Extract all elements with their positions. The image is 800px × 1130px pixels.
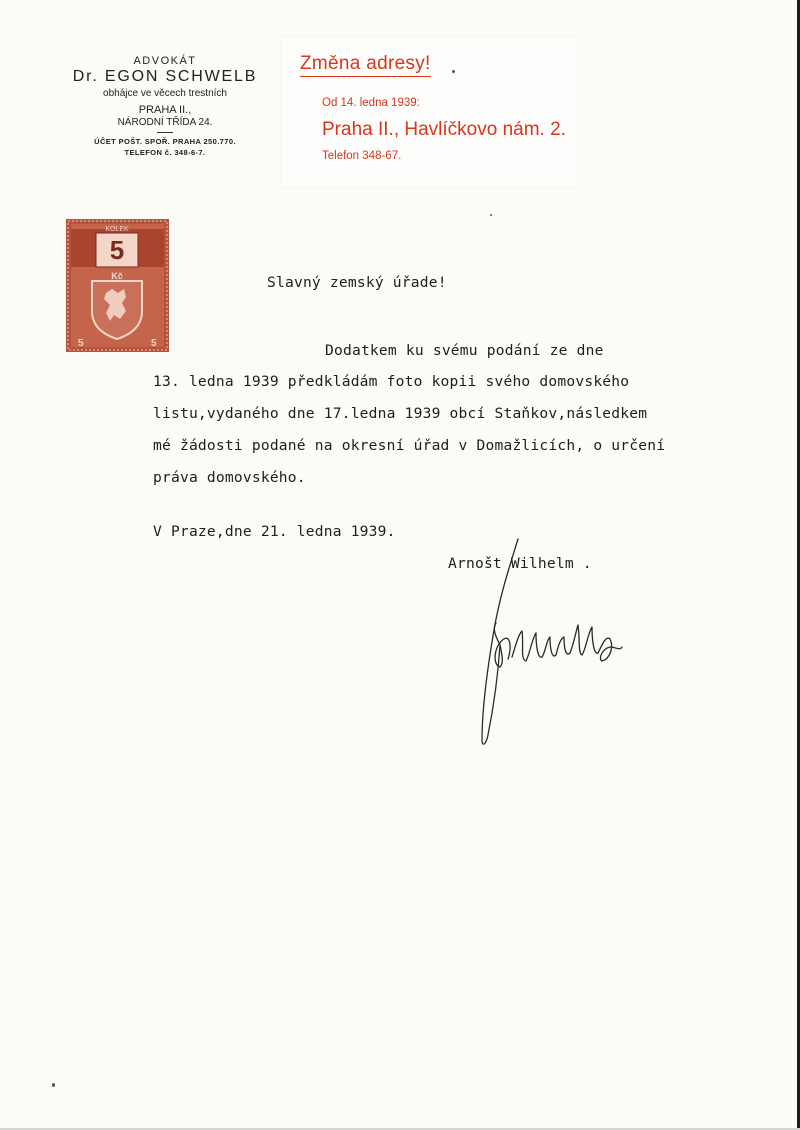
address-change-date: Od 14. ledna 1939: (322, 97, 420, 109)
signer-name: Arnošt Wilhelm . (448, 555, 592, 572)
paper-speck (52, 1083, 55, 1087)
letterhead-role: ADVOKÁT (133, 55, 197, 67)
stamp-currency: Kč (111, 271, 123, 281)
stamp-value: 5 (109, 235, 125, 265)
letterhead-street: NÁRODNÍ TŘÍDA 24. (117, 117, 213, 128)
dateline: V Praze,dne 21. ledna 1939. (153, 523, 396, 540)
address-change-phone: Telefon 348-67. (322, 150, 402, 162)
letterhead-city: PRAHA II., (138, 104, 192, 116)
letterhead-description: obhájce ve věcech trestních (103, 88, 227, 99)
salutation: Slavný zemský úřade! (267, 274, 447, 291)
handwritten-signature (470, 535, 635, 755)
letter-line: 13. ledna 1939 předkládám foto kopii svého domovského (153, 373, 630, 390)
address-change-slip (282, 37, 577, 187)
letterhead-name: Dr. EGON SCHWELB (72, 68, 258, 85)
letterhead-account: ÚČET POŠT. SPOŘ. PRAHA 250.770. (94, 137, 236, 146)
letter-line: Dodatkem ku svému podání ze dne (325, 342, 604, 359)
letter-line: práva domovského. (153, 469, 306, 486)
letterhead-divider (157, 132, 173, 133)
address-change-title: Změna adresy! (300, 53, 431, 77)
paper-speck (490, 214, 492, 216)
paper-speck (452, 70, 455, 73)
revenue-stamp (66, 219, 169, 352)
letterhead (40, 55, 290, 157)
letter-line: mé žádosti podané na okresní úřad v Domažlicích, o určení (153, 437, 666, 454)
address-change-address: Praha II., Havlíčkovo nám. 2. (322, 119, 566, 140)
letterhead-phone: TELEFON č. 348-6-7. (124, 148, 206, 157)
stamp-corner-value: 5 (78, 338, 84, 349)
stamp-top-text: KOLEK (105, 226, 129, 233)
stamp-corner-value-right: 5 (151, 338, 157, 349)
letter-line: listu,vydaného dne 17.ledna 1939 obcí Staňkov,následkem (153, 405, 648, 422)
